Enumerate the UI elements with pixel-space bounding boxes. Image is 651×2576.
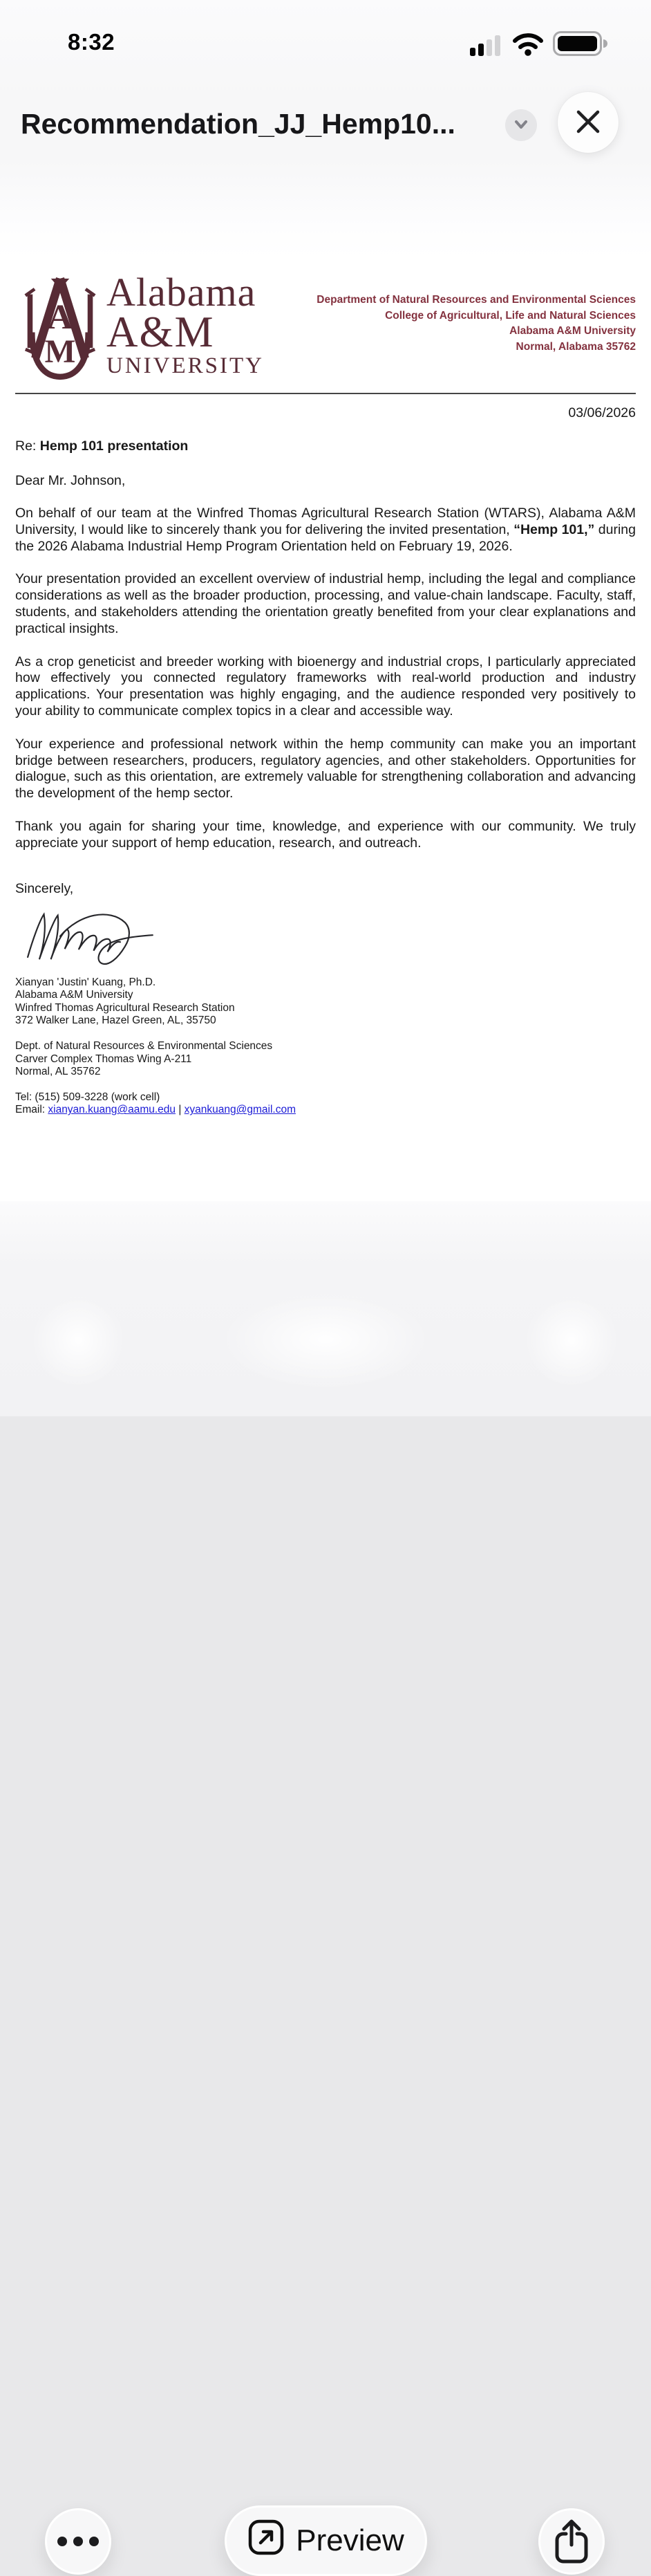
status-bar-time: 8:32 bbox=[68, 29, 115, 55]
email-label: Email: bbox=[15, 1104, 48, 1116]
department-address-block bbox=[317, 272, 636, 355]
department-line: Alabama A&M University bbox=[509, 325, 636, 337]
email-separator: | bbox=[176, 1104, 185, 1116]
aamu-monogram-logo bbox=[23, 272, 97, 383]
department-line: Department of Natural Resources and Environmental Sciences bbox=[317, 294, 636, 306]
wordmark-am: A&M bbox=[106, 308, 215, 356]
chevron-down-icon bbox=[511, 114, 531, 137]
battery-icon bbox=[553, 31, 607, 59]
signer-line: Alabama A&M University bbox=[15, 989, 133, 1001]
wordmark-university: UNIVERSITY bbox=[106, 353, 264, 378]
paragraph-text: during the 2026 Alabama Industrial Hemp Program Orientation held on February 19, 2026. bbox=[15, 521, 636, 554]
wifi-icon bbox=[512, 33, 544, 59]
letter-page[interactable] bbox=[0, 258, 651, 1201]
handwritten-signature-image bbox=[19, 904, 636, 971]
closing: Sincerely, bbox=[15, 880, 74, 896]
address-line: Carver Complex Thomas Wing A-211 bbox=[15, 1053, 192, 1065]
email-line bbox=[15, 1104, 636, 1117]
preview-button[interactable] bbox=[225, 2505, 427, 2576]
department-mailing-address bbox=[15, 1040, 636, 1079]
document-title: Recommendation_JJ_Hemp10... bbox=[21, 108, 455, 140]
monogram-letter-a: A bbox=[47, 297, 73, 337]
preview-button-label: Preview bbox=[296, 2523, 404, 2557]
ellipsis-icon bbox=[57, 2537, 67, 2546]
share-icon bbox=[552, 2519, 591, 2565]
paragraph-text: On behalf of our team at the Winfred Thomas Agricultural Research Station (WTARS), Alabama A&M University, I would like to sincerely thank you for delivering the invited presentation, bbox=[15, 506, 636, 537]
department-line: Normal, Alabama 35762 bbox=[516, 340, 636, 353]
letter-paragraph: Thank you again for sharing your time, knowledge, and experience with our community. We truly appreciate your support of hemp education, research, and outreach. bbox=[15, 818, 636, 851]
letter-paragraph: Your presentation provided an excellent overview of industrial hemp, including the legal and compliance considerations as well as the broader production, processing, and value-chain landscape. Faculty, staff, students, and stakeholders attending the orientation greatly benefited from your clear explanations and practical insights. bbox=[15, 571, 636, 636]
letterhead-divider bbox=[15, 393, 636, 394]
re-subject: Hemp 101 presentation bbox=[39, 438, 189, 454]
share-button[interactable] bbox=[538, 2508, 605, 2575]
email-link-aamu[interactable]: xianyan.kuang@aamu.edu bbox=[48, 1104, 176, 1116]
university-wordmark bbox=[106, 270, 264, 380]
signer-line: 372 Walker Lane, Hazel Green, AL, 35750 bbox=[15, 1014, 216, 1027]
ellipsis-icon bbox=[89, 2537, 99, 2546]
signer-line: Winfred Thomas Agricultural Research Station bbox=[15, 1001, 235, 1014]
bottom-toolbar bbox=[0, 1201, 651, 2557]
paragraph-bold-text: “Hemp 101,” bbox=[513, 521, 595, 537]
signal-strength-icon bbox=[470, 33, 503, 59]
title-options-button[interactable] bbox=[505, 109, 537, 141]
open-arrow-icon bbox=[247, 2519, 285, 2564]
monogram-letter-m: M bbox=[44, 334, 76, 370]
signer-line: Xianyan 'Justin' Kuang, Ph.D. bbox=[15, 976, 156, 988]
email-link-gmail[interactable]: xyankuang@gmail.com bbox=[184, 1104, 296, 1116]
wordmark-alabama: Alabama bbox=[106, 270, 256, 315]
letter-paragraph bbox=[15, 506, 636, 555]
more-options-button[interactable] bbox=[45, 2508, 111, 2575]
address-line: Dept. of Natural Resources & Environmental Sciences bbox=[15, 1039, 273, 1052]
re-label: Re: bbox=[15, 438, 40, 454]
letter-paragraph: Your experience and professional network within the hemp community can make you an important bridge between researchers, producers, regulatory agencies, and other stakeholders. Opportunities for dialogue, such as this orientation, are extremely valuable for strengthening collaboration and advancing the development of the hemp sector. bbox=[15, 736, 636, 801]
top-chrome bbox=[0, 0, 651, 258]
phone-line: Tel: (515) 509-3228 (work cell) bbox=[15, 1091, 160, 1103]
salutation: Dear Mr. Johnson, bbox=[15, 473, 126, 488]
ellipsis-icon bbox=[73, 2537, 83, 2546]
status-bar-icons bbox=[470, 32, 607, 59]
signer-info-block bbox=[15, 976, 636, 1028]
letterhead bbox=[15, 272, 636, 383]
close-button[interactable] bbox=[558, 92, 619, 153]
letter-paragraph: As a crop geneticist and breeder working with bioenergy and industrial crops, I particularly appreciated how effectively you connected regulatory frameworks with real-world production and industry applications. Your presentation was highly engaging, and the audience responded very positively to your ability to communicate complex topics in a clear and accessible way. bbox=[15, 654, 636, 719]
close-icon bbox=[574, 108, 602, 138]
address-line: Normal, AL 35762 bbox=[15, 1066, 101, 1078]
letter-date: 03/06/2026 bbox=[568, 405, 636, 420]
letter-subject-line bbox=[15, 438, 636, 454]
contact-block bbox=[15, 1091, 636, 1117]
department-line: College of Agricultural, Life and Natural Sciences bbox=[385, 309, 636, 322]
